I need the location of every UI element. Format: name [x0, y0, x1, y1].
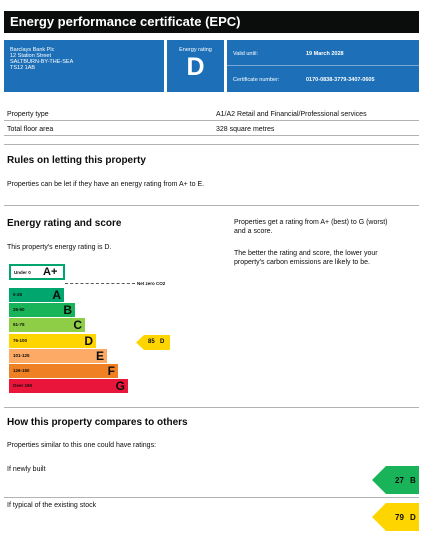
band-d — [9, 334, 96, 348]
rating-explanation-line: and a score. — [234, 228, 273, 235]
letting-heading: Rules on letting this property — [7, 155, 146, 166]
band-letter: A — [52, 288, 61, 302]
band-letter: C — [73, 318, 82, 333]
compare-intro: Properties similar to this one could have ratings: — [7, 442, 157, 449]
floor-area-row — [4, 123, 419, 136]
property-type-value: A1/A2 Retail and Financial/Professional services — [216, 111, 367, 118]
carbon-explanation-line: The better the rating and score, the lower your — [234, 250, 378, 257]
certificate-details — [227, 40, 419, 92]
band-range: 101-125 — [13, 352, 30, 358]
band-range: 0-25 — [13, 292, 23, 297]
address-block — [4, 40, 164, 92]
address-line: SALTBURN-BY-THE-SEA — [10, 59, 74, 65]
band-c — [9, 318, 85, 332]
existing-stock-rating-arrow — [372, 503, 419, 531]
valid-until-value: 19 March 2028 — [306, 51, 344, 57]
band-aplus-range: Under 0 — [14, 270, 31, 275]
floor-area-value: 328 square metres — [216, 126, 275, 133]
property-type-label: Property type — [7, 111, 49, 118]
band-letter: E — [95, 348, 104, 363]
band-f — [9, 364, 118, 378]
property-type-row — [4, 108, 419, 121]
band-range: 126-150 — [13, 368, 30, 373]
existing-stock-letter: D — [410, 513, 416, 522]
address-line: 12 Station Street — [10, 53, 51, 59]
net-zero-label: Net zero CO2 — [137, 281, 166, 286]
floor-area-label: Total floor area — [7, 126, 54, 133]
band-range: 51-75 — [13, 322, 25, 328]
certificate-number-value: 0170-0838-3779-3407-0605 — [306, 77, 375, 83]
band-e — [9, 349, 107, 363]
band-b — [9, 303, 75, 317]
valid-until-label: Valid until: — [233, 51, 258, 57]
newly-built-label: If newly built — [7, 466, 46, 473]
section-divider — [4, 407, 419, 408]
section-divider — [4, 205, 419, 206]
page-title: Energy performance certificate (EPC) — [4, 11, 419, 33]
rating-explanation-line: Properties get a rating from A+ (best) to G (worst) — [234, 219, 388, 226]
newly-built-score: 27 — [395, 476, 404, 485]
band-letter: B — [63, 303, 72, 318]
band-aplus — [9, 264, 65, 280]
band-letter: D — [84, 333, 93, 348]
current-rating-arrow — [136, 335, 170, 350]
letting-text: Properties can be let if they have an energy rating from A+ to E. — [7, 181, 205, 188]
band-range: 76-100 — [13, 337, 28, 343]
newly-built-letter: B — [410, 476, 416, 485]
address-line: Barclays Bank Plc — [10, 47, 55, 53]
current-rating-letter: D — [160, 339, 165, 345]
certificate-number-label: Certificate number: — [233, 77, 280, 83]
existing-stock-label: If typical of the existing stock — [7, 502, 97, 509]
band-range: 26-50 — [13, 307, 25, 313]
rating-explanation — [234, 218, 387, 236]
energy-rating-box — [167, 40, 224, 92]
carbon-explanation — [234, 249, 378, 267]
energy-rating-label: Energy rating — [179, 47, 212, 53]
net-zero-line — [65, 283, 135, 284]
energy-rating-value: D — [186, 53, 205, 81]
carbon-explanation-line: property's carbon emissions are likely to be. — [234, 259, 370, 266]
band-g — [9, 379, 128, 393]
band-a — [9, 288, 64, 302]
energy-heading: Energy rating and score — [7, 218, 122, 229]
newly-built-rating-arrow — [372, 466, 419, 494]
section-divider — [4, 497, 419, 498]
band-letter: G — [115, 379, 125, 394]
valid-until-row — [227, 40, 419, 66]
certificate-number-row — [227, 66, 419, 92]
energy-intro: This property's energy rating is D. — [7, 244, 112, 251]
current-rating-score: 85 — [148, 339, 155, 345]
certificate-summary — [4, 40, 419, 92]
band-letter: F — [107, 364, 115, 378]
address-line: TS12 1AB — [10, 65, 36, 71]
section-divider — [4, 144, 419, 145]
compare-heading: How this property compares to others — [7, 417, 188, 428]
band-range: Over 150 — [13, 383, 33, 389]
band-aplus-letter: A+ — [43, 266, 58, 278]
existing-stock-score: 79 — [395, 513, 404, 522]
